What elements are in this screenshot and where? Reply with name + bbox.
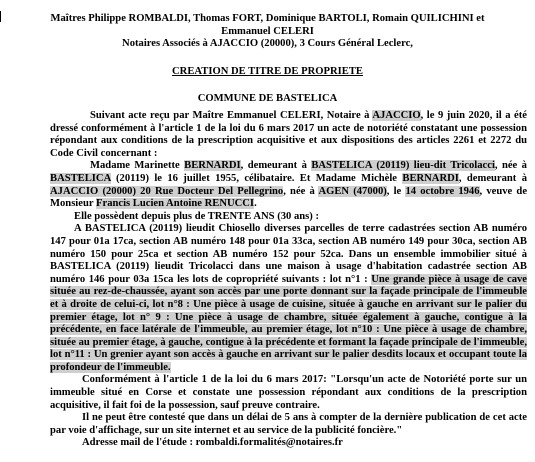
paragraph-email: Adresse mail de l'étude : rombaldi.formalités@notaires.fr: [82, 437, 343, 449]
paragraph-parties: Madame Marinette BERNARDI, demeurant à BASTELICA (20119) lieu-dit Tricolacci, née à BASTELICA (20119) le 16 juillet 1955, célibataire. Et Madame Michèle BERNARDI, demeurant à AJACCIO (20000) 20 Rue Docteur Del Pellegrino, née à AGEN (47000), le 14 octobre 1946, veuve de Monsieur Francis Lucien Antoine RENUCCI.: [50, 160, 528, 210]
commune-heading: COMMUNE DE BASTELICA: [197, 93, 338, 105]
paragraph-parcels: A BASTELICA (20119) lieudit Chiosello diverses parcelles de terre cadastrées section AB numéro 147 pour 01a 17ca, section AB numéro 148 pour 01a 33ca, section AB numéro 149 pour 30ca, section AB numéro 150 pour 25ca et section AB numéro 152 pour 52ca. Dans un ensemble immobilier situé à BASTELICA (20119) lieudit Tricolacci dans une maison à usage d'habitation cadastrée section AB numéro 146 pour 03a 15ca les lots de copropriété suivants : lot n°1 : Une grande pièce à usage de cave située au rez-de-chaussée, ayant son accès par une porte donnant sur la façade principale de l'immeuble et à droite de celui-ci, lot n°8 : Une pièce à usage de cuisine, située à gauche en arrivant sur le palier du premier étage, lot n° 9 : Une pièce à usage de chambre, située également à gauche, contigue à la précédente, en face latérale de l'immeuble, au premier étage, lot n°10 : Une pièce à usage de chambre, située au premier étage, à gauche, contigue à la précédente et formant la façade principale de l'immeuble, lot n°11 : Un grenier ayant son accès à gauche en arrivant sur le palier desdits locaux et occupant toute la profondeur de l'immeuble.: [50, 223, 527, 373]
document-body: [50, 110, 527, 450]
header-line-3: Notaires Associés à AJACCIO (20000), 3 Cours Général Leclerc,: [122, 38, 413, 50]
header-line-2: Emmanuel CELERI: [221, 25, 314, 37]
paragraph-contest-delay: Il ne peut être contesté que dans un délai de 5 ans à compter de la dernière publication de cet acte par voie d'affichage, sur un site internet et au service de la publicité foncière.": [50, 412, 527, 436]
text-cursor: [0, 11, 1, 22]
paragraph-acte: Suivant acte reçu par Maître Emmanuel CELERI, Notaire à AJACCIO, le 9 juin 2020, il a été dressé conformément à l'article 1 de la loi du 6 mars 2017 un acte de notoriété constatant une possession répondant aux conditions de la prescription acquisitive et aux dispositions des articles 2261 et 2272 du Code Civil concernant :: [50, 110, 527, 159]
header-line-1: Maîtres Philippe ROMBALDI, Thomas FORT, Dominique BARTOLI, Romain QUILICHINI et: [50, 13, 485, 24]
paragraph-law-article: Conformément à l'article 1 de la loi du 6 mars 2017: "Lorsqu'un acte de Notoriété porte sur un immeuble situé en Corse et constate une possession répondant aux conditions de la prescription acquisitive, il fait foi de la possession, sauf preuve contraire.: [50, 374, 527, 411]
paragraph-possession-duration: Elle possèdent depuis plus de TRENTE ANS (30 ans) :: [74, 210, 319, 222]
document-title: CREATION DE TITRE DE PROPRIETE: [172, 65, 363, 77]
notary-header: [0, 0, 535, 51]
